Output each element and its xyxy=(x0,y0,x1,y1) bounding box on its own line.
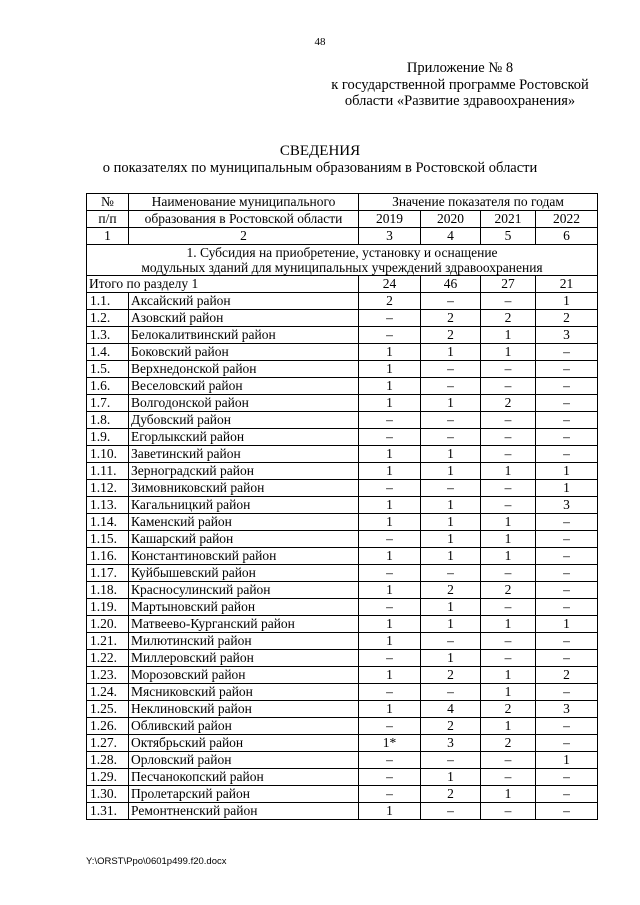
indicator-value: 1 xyxy=(481,344,536,361)
table-row xyxy=(87,701,598,718)
indicator-value: – xyxy=(359,531,421,548)
municipality-name: Обливский район xyxy=(129,718,359,735)
indicator-value: – xyxy=(359,684,421,701)
indicator-value: – xyxy=(536,718,598,735)
indicator-value: 1 xyxy=(359,582,421,599)
indicator-value: – xyxy=(536,633,598,650)
indicator-value: 1 xyxy=(421,395,481,412)
row-number: 1.13. xyxy=(87,497,129,514)
municipality-name: Заветинский район xyxy=(129,446,359,463)
row-number: 1.27. xyxy=(87,735,129,752)
indicator-value: – xyxy=(481,752,536,769)
indicator-value: 3 xyxy=(421,735,481,752)
table-row xyxy=(87,616,598,633)
row-number: 1.15. xyxy=(87,531,129,548)
indicator-value: 1 xyxy=(359,548,421,565)
indicator-value: 2 xyxy=(421,786,481,803)
indicator-value: 1 xyxy=(536,752,598,769)
indicator-value: 1 xyxy=(421,616,481,633)
municipality-name: Белокалитвинский район xyxy=(129,327,359,344)
table-row xyxy=(87,650,598,667)
table-row xyxy=(87,293,598,310)
indicator-value: 1 xyxy=(421,548,481,565)
file-path-footer: Y:\ORST\Ppo\0601p499.f20.docx xyxy=(86,856,227,867)
table-row xyxy=(87,395,598,412)
indicator-value: – xyxy=(421,412,481,429)
indicator-value: 1 xyxy=(359,514,421,531)
indicator-value: – xyxy=(536,514,598,531)
indicator-value: – xyxy=(421,565,481,582)
indicator-value: 2 xyxy=(421,327,481,344)
table-header-row xyxy=(87,211,598,228)
indicator-value: 2 xyxy=(481,310,536,327)
municipality-name: Песчанокопский район xyxy=(129,769,359,786)
indicator-value: – xyxy=(421,429,481,446)
column-number: 3 xyxy=(359,228,421,245)
table-row xyxy=(87,327,598,344)
indicator-value: – xyxy=(536,429,598,446)
row-number: 1.29. xyxy=(87,769,129,786)
document-title: СВЕДЕНИЯ xyxy=(279,143,361,159)
table-row xyxy=(87,769,598,786)
indicator-value: – xyxy=(421,293,481,310)
table-row xyxy=(87,548,598,565)
indicator-value: 1 xyxy=(481,718,536,735)
indicator-value: 3 xyxy=(536,327,598,344)
table-row xyxy=(87,786,598,803)
row-number: 1.30. xyxy=(87,786,129,803)
indicator-value: 1 xyxy=(536,616,598,633)
indicator-value: – xyxy=(421,803,481,820)
column-number: 2 xyxy=(129,228,359,245)
indicator-value: – xyxy=(536,582,598,599)
indicator-value: 1 xyxy=(481,514,536,531)
indicator-value: 1 xyxy=(421,497,481,514)
table-row xyxy=(87,497,598,514)
municipality-name: Куйбышевский район xyxy=(129,565,359,582)
municipality-name: Ремонтненский район xyxy=(129,803,359,820)
row-number: 1.10. xyxy=(87,446,129,463)
indicator-value: 1 xyxy=(359,633,421,650)
indicator-value: 1 xyxy=(359,701,421,718)
header-year: 2021 xyxy=(481,211,536,228)
indicator-value: – xyxy=(481,497,536,514)
indicator-value: 1 xyxy=(359,344,421,361)
section-title-line: модульных зданий для муниципальных учреждений здравоохранения xyxy=(141,260,543,275)
indicator-value: – xyxy=(421,633,481,650)
indicator-value: 1 xyxy=(481,667,536,684)
section-title xyxy=(87,245,598,276)
indicator-value: 1 xyxy=(536,463,598,480)
indicator-value: 2 xyxy=(481,735,536,752)
indicator-value: 1 xyxy=(481,684,536,701)
municipality-name: Октябрьский район xyxy=(129,735,359,752)
appendix-line: Приложение № 8 xyxy=(406,60,514,76)
indicator-value: – xyxy=(536,599,598,616)
table-row xyxy=(87,361,598,378)
indicator-value: 2 xyxy=(421,582,481,599)
municipality-name: Кашарский район xyxy=(129,531,359,548)
indicator-value: – xyxy=(481,446,536,463)
table-row xyxy=(87,803,598,820)
indicator-value: – xyxy=(536,412,598,429)
row-number: 1.16. xyxy=(87,548,129,565)
indicator-value: 1 xyxy=(421,463,481,480)
row-number: 1.18. xyxy=(87,582,129,599)
table-row xyxy=(87,752,598,769)
indicator-value: – xyxy=(481,565,536,582)
indicator-value: 1 xyxy=(359,616,421,633)
indicator-value: 1 xyxy=(421,446,481,463)
section-title-line: 1. Субсидия на приобретение, установку и оснащение xyxy=(186,245,498,260)
total-value: 46 xyxy=(421,276,481,293)
indicator-value: 1 xyxy=(481,463,536,480)
table-row xyxy=(87,735,598,752)
municipality-name: Матвеево-Курганский район xyxy=(129,616,359,633)
indicator-value: – xyxy=(359,752,421,769)
header-year: 2020 xyxy=(421,211,481,228)
row-number: 1.24. xyxy=(87,684,129,701)
row-number: 1.26. xyxy=(87,718,129,735)
indicator-value: – xyxy=(536,378,598,395)
indicator-value: 1 xyxy=(359,446,421,463)
indicator-value: – xyxy=(359,565,421,582)
row-number: 1.12. xyxy=(87,480,129,497)
municipality-name: Верхнедонской район xyxy=(129,361,359,378)
row-number: 1.19. xyxy=(87,599,129,616)
indicator-value: – xyxy=(421,361,481,378)
indicator-value: – xyxy=(536,786,598,803)
municipality-name: Азовский район xyxy=(129,310,359,327)
indicator-value: 1* xyxy=(359,735,421,752)
indicator-value: – xyxy=(481,803,536,820)
municipality-name: Волгодонской район xyxy=(129,395,359,412)
indicator-value: 1 xyxy=(421,531,481,548)
indicator-value: – xyxy=(481,361,536,378)
table-header-row xyxy=(87,194,598,211)
indicator-value: – xyxy=(359,429,421,446)
indicator-value: – xyxy=(536,548,598,565)
indicator-value: 1 xyxy=(421,514,481,531)
indicator-value: 1 xyxy=(359,667,421,684)
municipality-name: Пролетарский район xyxy=(129,786,359,803)
indicator-value: 2 xyxy=(421,667,481,684)
indicator-value: – xyxy=(481,769,536,786)
indicator-value: 1 xyxy=(359,361,421,378)
indicator-value: – xyxy=(536,531,598,548)
column-number: 1 xyxy=(87,228,129,245)
municipality-name: Боковский район xyxy=(129,344,359,361)
municipality-name: Аксайский район xyxy=(129,293,359,310)
indicator-value: 1 xyxy=(481,327,536,344)
indicator-value: 1 xyxy=(359,378,421,395)
municipality-name: Зимовниковский район xyxy=(129,480,359,497)
indicator-value: – xyxy=(481,429,536,446)
table-row xyxy=(87,582,598,599)
indicator-value: 1 xyxy=(536,293,598,310)
row-number: 1.11. xyxy=(87,463,129,480)
indicator-value: 1 xyxy=(481,531,536,548)
table-row xyxy=(87,599,598,616)
indicator-value: 2 xyxy=(421,310,481,327)
indicator-value: – xyxy=(536,395,598,412)
total-value: 21 xyxy=(536,276,598,293)
indicator-value: – xyxy=(536,684,598,701)
indicator-value: 1 xyxy=(481,616,536,633)
indicator-value: 1 xyxy=(481,548,536,565)
municipality-name: Орловский район xyxy=(129,752,359,769)
municipality-name: Красносулинский район xyxy=(129,582,359,599)
header-name: Наименование муниципального xyxy=(129,194,359,211)
municipality-name: Егорлыкский район xyxy=(129,429,359,446)
indicator-value: 1 xyxy=(536,480,598,497)
indicator-value: – xyxy=(359,650,421,667)
indicator-value: – xyxy=(359,786,421,803)
row-number: 1.3. xyxy=(87,327,129,344)
section-title-row xyxy=(87,245,598,276)
indicator-value: 2 xyxy=(536,310,598,327)
indicator-value: – xyxy=(536,735,598,752)
indicator-value: 1 xyxy=(421,650,481,667)
appendix-line: области «Развитие здравоохранения» xyxy=(344,93,576,109)
indicator-value: – xyxy=(536,361,598,378)
table-row xyxy=(87,412,598,429)
row-number: 1.25. xyxy=(87,701,129,718)
indicator-value: 2 xyxy=(481,701,536,718)
row-number: 1.4. xyxy=(87,344,129,361)
row-number: 1.5. xyxy=(87,361,129,378)
indicator-value: – xyxy=(421,752,481,769)
table-row xyxy=(87,565,598,582)
municipality-name: Миллеровский район xyxy=(129,650,359,667)
table-row xyxy=(87,480,598,497)
table-row xyxy=(87,633,598,650)
municipality-name: Кагальницкий район xyxy=(129,497,359,514)
row-number: 1.17. xyxy=(87,565,129,582)
appendix-line: к государственной программе Ростовской xyxy=(331,76,589,93)
indicator-value: 2 xyxy=(359,293,421,310)
indicators-table xyxy=(86,193,598,820)
municipality-name: Мясниковский район xyxy=(129,684,359,701)
indicator-value: – xyxy=(359,769,421,786)
indicator-value: – xyxy=(481,378,536,395)
indicator-value: – xyxy=(481,412,536,429)
municipality-name: Константиновский район xyxy=(129,548,359,565)
table-row xyxy=(87,446,598,463)
indicator-value: – xyxy=(536,344,598,361)
table-row xyxy=(87,344,598,361)
municipality-name: Морозовский район xyxy=(129,667,359,684)
column-number: 6 xyxy=(536,228,598,245)
indicator-value: – xyxy=(359,480,421,497)
indicator-value: 2 xyxy=(536,667,598,684)
row-number: 1.8. xyxy=(87,412,129,429)
table-row xyxy=(87,310,598,327)
table-row xyxy=(87,531,598,548)
indicator-value: 1 xyxy=(481,786,536,803)
indicator-value: 4 xyxy=(421,701,481,718)
indicator-value: – xyxy=(536,565,598,582)
indicator-value: – xyxy=(481,480,536,497)
table-row xyxy=(87,429,598,446)
indicator-value: – xyxy=(359,412,421,429)
municipality-name: Мартыновский район xyxy=(129,599,359,616)
row-number: 1.31. xyxy=(87,803,129,820)
indicator-value: 1 xyxy=(359,463,421,480)
municipality-name: Неклиновский район xyxy=(129,701,359,718)
indicator-value: – xyxy=(481,599,536,616)
table-row xyxy=(87,718,598,735)
indicator-value: – xyxy=(536,803,598,820)
indicator-value: – xyxy=(481,650,536,667)
row-number: 1.28. xyxy=(87,752,129,769)
row-number: 1.22. xyxy=(87,650,129,667)
page-number: 48 xyxy=(314,36,326,48)
appendix-note xyxy=(300,60,620,110)
row-number: 1.14. xyxy=(87,514,129,531)
municipality-name: Дубовский район xyxy=(129,412,359,429)
indicator-value: – xyxy=(481,293,536,310)
indicator-value: – xyxy=(536,650,598,667)
total-row xyxy=(87,276,598,293)
indicator-value: – xyxy=(359,310,421,327)
indicator-value: – xyxy=(536,446,598,463)
row-number: 1.20. xyxy=(87,616,129,633)
indicator-value: – xyxy=(536,769,598,786)
column-number: 5 xyxy=(481,228,536,245)
indicator-value: – xyxy=(481,633,536,650)
total-label: Итого по разделу 1 xyxy=(87,276,359,293)
indicator-value: 1 xyxy=(421,344,481,361)
indicator-value: – xyxy=(421,378,481,395)
indicator-value: – xyxy=(359,599,421,616)
indicator-value: 1 xyxy=(359,803,421,820)
indicator-value: 1 xyxy=(421,769,481,786)
document-subtitle: о показателях по муниципальным образованиям в Ростовской области xyxy=(102,160,538,176)
table-row xyxy=(87,667,598,684)
row-number: 1.1. xyxy=(87,293,129,310)
header-year: 2019 xyxy=(359,211,421,228)
header-name: образования в Ростовской области xyxy=(129,211,359,228)
table-row xyxy=(87,378,598,395)
indicator-value: – xyxy=(359,718,421,735)
header-year: 2022 xyxy=(536,211,598,228)
header-values-group: Значение показателя по годам xyxy=(359,194,598,211)
row-number: 1.21. xyxy=(87,633,129,650)
indicator-value: 1 xyxy=(421,599,481,616)
total-value: 27 xyxy=(481,276,536,293)
header-num: № xyxy=(87,194,129,211)
municipality-name: Милютинский район xyxy=(129,633,359,650)
indicator-value: 2 xyxy=(481,582,536,599)
row-number: 1.2. xyxy=(87,310,129,327)
indicator-value: – xyxy=(421,684,481,701)
column-number: 4 xyxy=(421,228,481,245)
indicator-value: 2 xyxy=(421,718,481,735)
indicator-value: 2 xyxy=(481,395,536,412)
indicator-value: 3 xyxy=(536,497,598,514)
indicator-value: 3 xyxy=(536,701,598,718)
row-number: 1.9. xyxy=(87,429,129,446)
table-row xyxy=(87,463,598,480)
table-row xyxy=(87,514,598,531)
indicator-value: – xyxy=(421,480,481,497)
total-value: 24 xyxy=(359,276,421,293)
indicator-value: – xyxy=(359,327,421,344)
column-numbers-row xyxy=(87,228,598,245)
table-row xyxy=(87,684,598,701)
row-number: 1.7. xyxy=(87,395,129,412)
header-num: п/п xyxy=(87,211,129,228)
municipality-name: Веселовский район xyxy=(129,378,359,395)
indicator-value: 1 xyxy=(359,395,421,412)
row-number: 1.6. xyxy=(87,378,129,395)
row-number: 1.23. xyxy=(87,667,129,684)
municipality-name: Каменский район xyxy=(129,514,359,531)
indicator-value: 1 xyxy=(359,497,421,514)
municipality-name: Зерноградский район xyxy=(129,463,359,480)
